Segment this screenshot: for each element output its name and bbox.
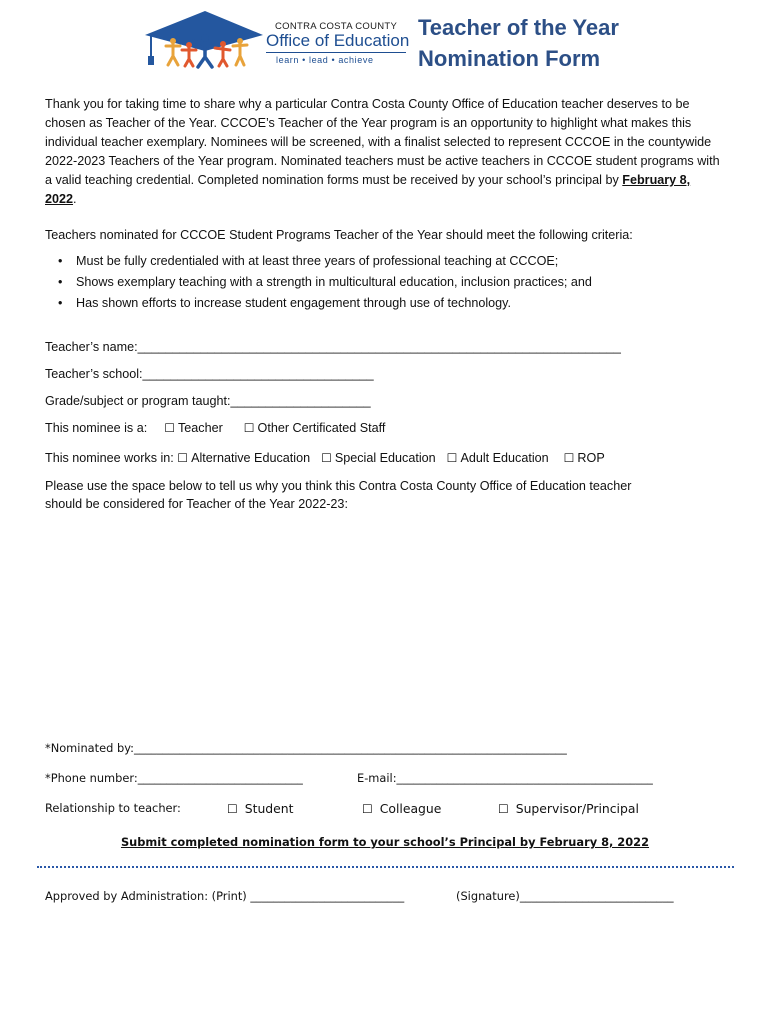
- submit-note: Submit completed nomination form to your school’s Principal by February 8, 2022: [120, 835, 650, 849]
- nominee-type-label: This nominee is a:: [45, 421, 148, 435]
- empty-checkbox-icon[interactable]: ☐: [498, 802, 509, 816]
- works-in-row: [45, 451, 605, 465]
- works-in-label: This nominee works in:: [45, 451, 174, 465]
- logo-tagline: learn • lead • achieve: [276, 55, 374, 65]
- option-alternative-education: Alternative Education: [191, 451, 311, 465]
- criteria-item: • Has shown efforts to increase student engagement through use of technology.: [58, 296, 592, 317]
- option-adult-education: Adult Education: [460, 451, 549, 465]
- logo-divider: [266, 52, 406, 53]
- intro-text: Thank you for taking time to share why a particular Contra Costa County Office of Education teacher deserves to be chosen as Teacher of the Year. CCCOE’s Teacher of the Year program is an opportunity to highlight what makes this individual teacher exemplary. Nominees will be screened, with a finalist selected to represent CCCOE in the countywide 2022-2023 Teachers of the Year program. Nominated teachers must be active teachers in CCCOE student programs with a valid teaching credential. Completed nomination forms must be received by your school’s principal by: [45, 97, 720, 187]
- criteria-intro: Teachers nominated for CCCOE Student Programs Teacher of the Year should meet the following criteria:: [45, 228, 633, 242]
- empty-checkbox-icon[interactable]: ☐: [227, 802, 238, 816]
- form-title-line-2: Nomination Form: [418, 46, 601, 71]
- relationship-option-student[interactable]: ☐ Student: [227, 801, 294, 816]
- phone-field[interactable]: *Phone number:_____________________________: [45, 771, 303, 785]
- empty-checkbox-icon[interactable]: ☐: [446, 451, 458, 465]
- empty-checkbox-icon[interactable]: ☐: [321, 451, 332, 465]
- dotted-divider: [37, 866, 734, 868]
- nominated-by-field[interactable]: *Nominated by:____________________________________________________________________________: [45, 741, 567, 755]
- empty-checkbox-icon[interactable]: ☐: [563, 451, 575, 465]
- empty-checkbox-icon[interactable]: ☐: [177, 451, 189, 465]
- relationship-label: Relationship to teacher:: [45, 801, 181, 815]
- criteria-item: • Shows exemplary teaching with a strength in multicultural education, inclusion practices; and: [58, 275, 592, 296]
- intro-end: .: [73, 192, 77, 206]
- approval-signature-field[interactable]: (Signature)___________________________: [456, 889, 674, 903]
- relationship-option-colleague[interactable]: ☐ Colleague: [362, 801, 442, 816]
- grade-subject-field[interactable]: Grade/subject or program taught:____________________: [45, 394, 371, 408]
- logo-office-text: Office of Education: [266, 31, 410, 50]
- relationship-option-supervisor[interactable]: ☐ Supervisor/Principal: [498, 801, 639, 816]
- empty-checkbox-icon[interactable]: ☐: [362, 802, 373, 816]
- option-special-education: Special Education: [334, 451, 436, 465]
- option-other-certificated-staff: Other Certificated Staff: [257, 421, 386, 435]
- cccoe-logo: [145, 8, 410, 72]
- intro-paragraph: [45, 95, 725, 209]
- teacher-name-field[interactable]: Teacher’s name:_____________________________________________________________________: [45, 340, 621, 354]
- nominee-type-row: [45, 421, 385, 435]
- essay-prompt-line-2: should be considered for Teacher of the Year 2022-23:: [45, 497, 348, 511]
- approval-print-field[interactable]: Approved by Administration: (Print) ___________________________: [45, 889, 405, 903]
- logo-county-text: CONTRA COSTA COUNTY: [275, 21, 398, 32]
- option-teacher: Teacher: [177, 421, 223, 435]
- email-field[interactable]: E-mail:_____________________________________________: [357, 771, 653, 785]
- teacher-school-field[interactable]: Teacher’s school:_________________________________: [45, 367, 374, 381]
- deadline-date: February 8, 2022: [45, 173, 691, 206]
- essay-prompt-line-1: Please use the space below to tell us why you think this Contra Costa County Office of Education teacher: [45, 479, 632, 493]
- empty-checkbox-icon[interactable]: ☐: [243, 421, 255, 435]
- form-title-line-1: Teacher of the Year: [418, 15, 619, 40]
- criteria-item: • Must be fully credentialed with at least three years of professional teaching at CCCOE;: [58, 254, 592, 275]
- criteria-list: [58, 254, 592, 317]
- empty-checkbox-icon[interactable]: ☐: [164, 421, 175, 435]
- form-title: [418, 12, 619, 74]
- essay-area[interactable]: [45, 520, 725, 730]
- option-rop: ROP: [577, 451, 605, 465]
